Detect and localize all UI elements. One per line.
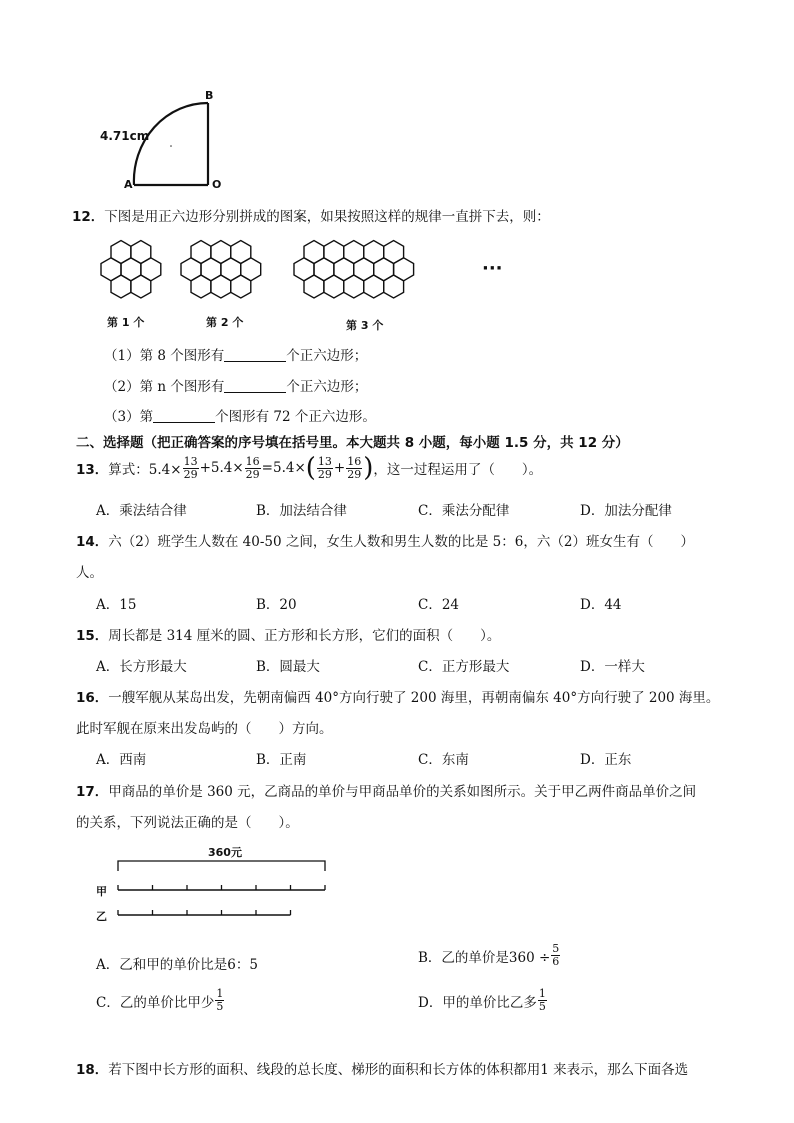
q13-fraction-3: $\frac{13}{29}$ [317,454,332,481]
sector-center-dot [170,145,172,147]
q12-number: 12． [72,209,105,225]
hexagon-pattern-figure [95,236,515,316]
section2-title: 二、选择题（把正确答案的序号填在括号里。本大题共 8 小题，每小题 1.5 分，共 12 分） [76,435,629,451]
bar-row-yi: 乙 [96,910,107,923]
q13-fraction-2: $\frac{16}{29}$ [245,454,260,481]
pattern-ellipsis: ··· [482,258,503,279]
q14-option-d[interactable]: D．44 [580,597,622,613]
hexagon [111,275,131,298]
q12-answer-blank-1[interactable] [224,347,286,362]
hexagon [191,275,211,298]
q16-line2: 此时军舰在原来出发岛屿的（ ）方向。 [76,721,333,737]
hexagon [324,275,344,298]
hexagon [131,275,151,298]
hexagon [384,275,404,298]
q12-sub1: （1）第 8 个图形有 个正六边形； [104,348,368,364]
q17-option-d-fraction: $\frac{1}{5}$ [538,987,546,1013]
q17-option-b-fraction: $\frac{5}{6}$ [552,942,560,968]
q14-option-a[interactable]: A．15 [96,597,137,613]
q17-option-d[interactable]: D．甲的单价比乙多 $\frac{1}{5}$ [418,987,546,1013]
hexagon [211,275,231,298]
q15-option-c[interactable]: C．正方形最大 [418,659,510,675]
hexagon [231,275,251,298]
q13-stem: 13． 算式：5.4× $\frac{13}{29}$ +5.4× $\frac{16}{29}$ =5.4× ( $\frac{13}{29}$ + $\frac{16}{29}$ ) ，这一过程运用了（ ）。 [76,453,543,483]
q14-option-c[interactable]: C．24 [418,597,460,613]
point-b-label: B [205,89,214,102]
q16-option-b[interactable]: B．正南 [256,752,307,768]
q17-option-a[interactable]: A．乙和甲的单价比是6：5 [96,957,258,973]
hexagon [364,275,384,298]
q12-answer-blank-3[interactable] [153,408,215,423]
fig1-label: 第 1 个 [107,316,145,329]
q12-sub2: （2）第 n 个图形有 个正六边形； [104,379,368,395]
q16-option-c[interactable]: C．东南 [418,752,469,768]
q13-fraction-4: $\frac{16}{29}$ [347,454,362,481]
q17-option-b[interactable]: B．乙的单价是360 ÷ $\frac{5}{6}$ [418,942,560,968]
sector-arc [134,103,208,185]
bar-total-label: 360元 [208,846,242,859]
q14-line1: 14．六（2）班学生人数在 40-50 之间，女生人数和男生人数的比是 5：6，六（2）班女生有（ ） [76,534,694,550]
fig3-label: 第 3 个 [346,319,384,332]
q17-line2: 的关系，下列说法正确的是（ ）。 [76,815,299,831]
q14-option-b[interactable]: B．20 [256,597,297,613]
q12-answer-blank-2[interactable] [224,378,286,393]
q17-line1: 17．甲商品的单价是 360 元，乙商品的单价与甲商品单价的关系如图所示。关于甲乙两件商品单价之间 [76,784,697,800]
q18-line1: 18．若下图中长方形的面积、线段的总长度、梯形的面积和长方体的体积都用1 来表示，那么下面各选 [76,1062,689,1078]
hexagon [344,275,364,298]
q15-option-d[interactable]: D．一样大 [580,659,645,675]
point-a-label: A [124,178,133,191]
q16-option-d[interactable]: D．正东 [580,752,632,768]
q16-option-a[interactable]: A．西南 [96,752,147,768]
q13-option-c[interactable]: C．乘法分配律 [418,503,510,519]
q15-option-b[interactable]: B．圆最大 [256,659,320,675]
q13-fraction-1: $\frac{13}{29}$ [183,454,198,481]
q12-stem-text: 下图是用正六边形分别拼成的图案，如果按照这样的规律一直拼下去，则： [104,209,550,225]
q15-stem: 15．周长都是 314 厘米的圆、正方形和长方形，它们的面积（ ）。 [76,628,501,644]
q15-option-a[interactable]: A．长方形最大 [96,659,187,675]
q12-stem [72,205,550,225]
q16-line1: 16．一艘军舰从某岛出发，先朝南偏西 40°方向行驶了 200 海里，再朝南偏东 40°方向行驶了 200 海里。 [76,690,720,706]
q12-sub3: （3）第 个图形有 72 个正六边形。 [104,409,376,425]
fig2-label: 第 2 个 [206,316,244,329]
bar-row-jia: 甲 [96,885,107,898]
q13-option-a[interactable]: A．乘法结合律 [96,503,187,519]
q13-option-b[interactable]: B．加法结合律 [256,503,347,519]
hexagon [304,275,324,298]
point-o-label: O [212,178,222,191]
q17-option-c-fraction: $\frac{1}{5}$ [216,987,224,1013]
arc-length-label: 4.71cm [100,129,150,143]
q17-option-c[interactable]: C．乙的单价比甲少 $\frac{1}{5}$ [96,987,224,1013]
bar-total-brace [118,861,325,871]
q14-line2: 人。 [76,565,103,581]
q13-option-d[interactable]: D．加法分配律 [580,503,672,519]
